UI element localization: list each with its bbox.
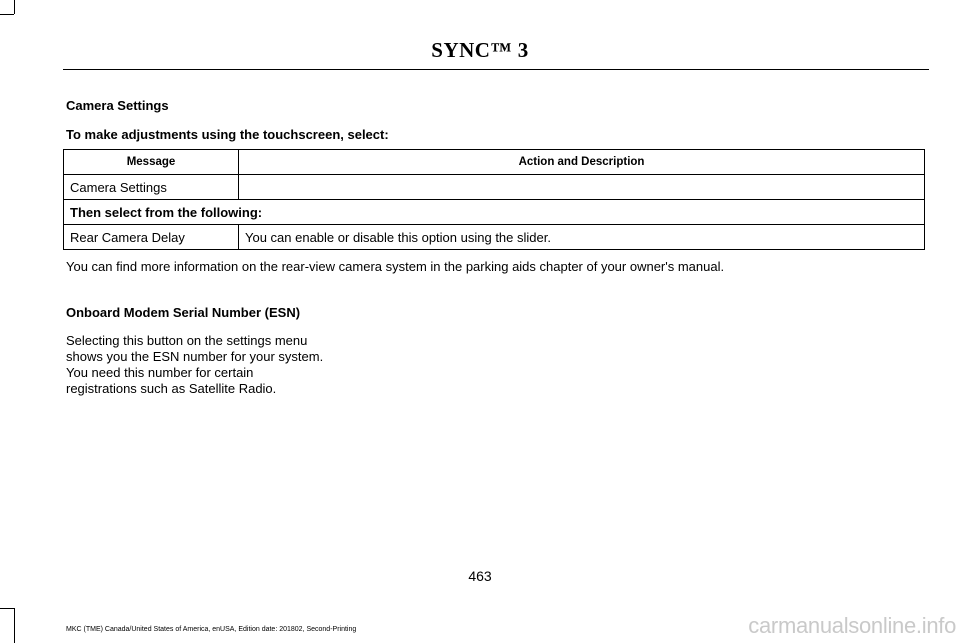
table-header-action: Action and Description (239, 150, 925, 175)
table-cell-action (239, 175, 925, 200)
header-divider (63, 69, 929, 70)
crop-mark-top-left-h (0, 14, 14, 15)
edition-footer: MKC (TME) Canada/United States of America, enUSA, Edition date: 201802, Second-Printing (66, 626, 357, 633)
camera-settings-heading: Camera Settings (66, 98, 169, 113)
camera-settings-intro: To make adjustments using the touchscreen, select: (66, 127, 389, 142)
page-number: 463 (468, 568, 492, 584)
table-cell-action: You can enable or disable this option using the slider. (239, 225, 925, 250)
table-row (64, 175, 925, 200)
table-row (64, 200, 925, 225)
esn-heading: Onboard Modem Serial Number (ESN) (66, 305, 301, 320)
crop-mark-top-left-v (14, 0, 15, 14)
esn-line: shows you the ESN number for your system. (66, 349, 324, 364)
table-cell-message: Rear Camera Delay (64, 225, 239, 250)
esn-line: registrations such as Satellite Radio. (66, 381, 277, 396)
esn-paragraph (66, 333, 323, 397)
camera-settings-table (63, 149, 925, 250)
table-header-row (64, 150, 925, 175)
camera-note-paragraph: You can find more information on the rear-view camera system in the parking aids chapter of your owner's manual. (66, 259, 725, 274)
esn-line: Selecting this button on the settings menu (66, 333, 308, 348)
table-row (64, 225, 925, 250)
site-watermark: carmanualsonline.info (748, 613, 956, 638)
crop-mark-bottom-left-v (14, 608, 15, 643)
crop-mark-bottom-left-h (0, 608, 14, 609)
table-cell-message: Camera Settings (64, 175, 239, 200)
page-header-title: SYNC™ 3 (431, 38, 529, 62)
esn-line: You need this number for certain (66, 365, 254, 380)
table-cell-span: Then select from the following: (64, 200, 925, 225)
table-header-message: Message (64, 150, 239, 175)
